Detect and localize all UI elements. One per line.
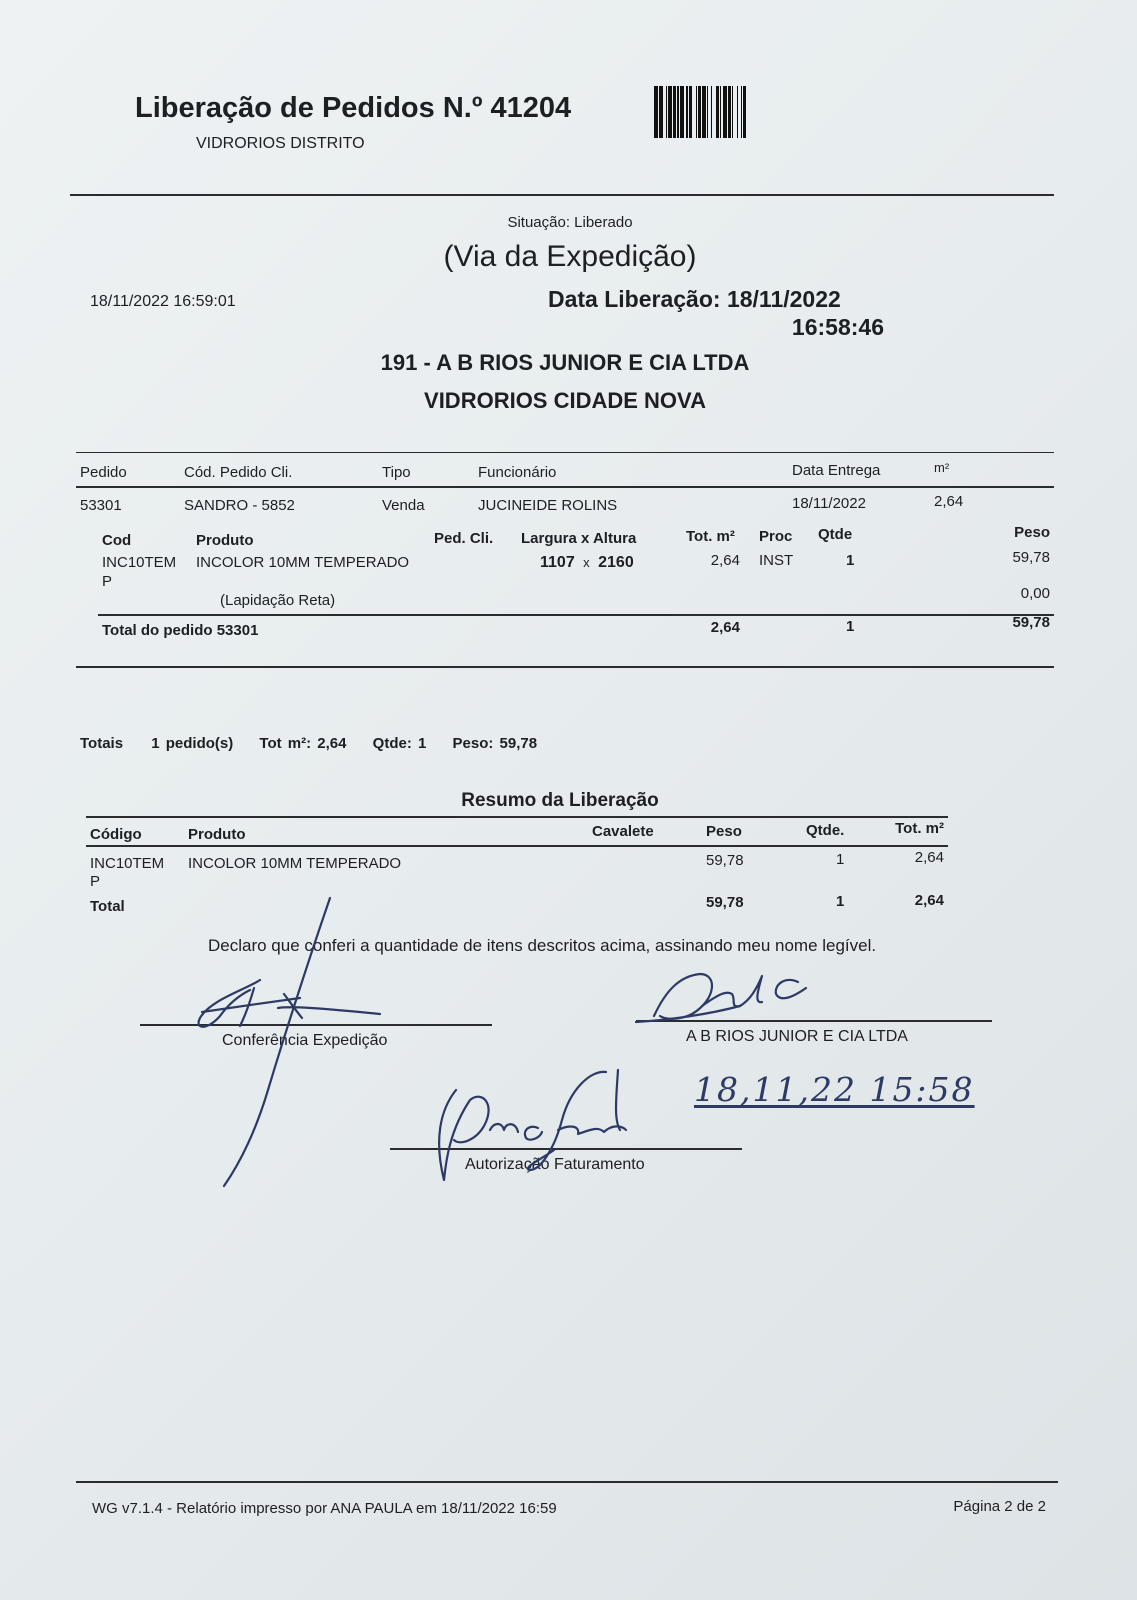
summary-codigo-line1: INC10TEM <box>90 855 165 872</box>
summary-header-divider <box>86 845 948 847</box>
summary-total-peso: 59,78 <box>706 894 744 911</box>
client-name: 191 - A B RIOS JUNIOR E CIA LTDA <box>380 350 750 375</box>
totals-m2: Tot m²: 2,64 <box>259 735 347 752</box>
release-date-label: Data Liberação: <box>548 286 721 312</box>
item-col-tot-m2: Tot. m² <box>686 528 735 545</box>
signature-label-company: A B RIOS JUNIOR E CIA LTDA <box>686 1028 908 1045</box>
item-col-qtde: Qtde <box>818 526 853 543</box>
order-table-bottom-line <box>76 666 1054 668</box>
handwritten-date: 18,11,22 15:58 <box>694 1070 975 1109</box>
signature-label-conferencia: Conferência Expedição <box>222 1032 388 1049</box>
release-date <box>548 286 841 313</box>
totals-label: Totais <box>80 735 124 752</box>
summary-peso: 59,78 <box>706 852 744 869</box>
order-cod-pedido-cli: SANDRO - 5852 <box>184 497 295 514</box>
order-total-m2: 2,64 <box>710 619 740 636</box>
declaration-text: Declaro que conferi a quantidade de itens descritos acima, assinando meu nome legível. <box>208 936 877 955</box>
footer-print-info: WG v7.1.4 - Relatório impresso por ANA PAULA em 18/11/2022 16:59 <box>92 1500 557 1517</box>
order-total-label: Total do pedido 53301 <box>102 622 259 639</box>
release-date-value: 18/11/2022 <box>726 286 841 312</box>
item-largura: 1107 <box>540 554 575 571</box>
summary-total-qtde: 1 <box>836 893 845 910</box>
item-produto: INCOLOR 10MM TEMPERADO <box>196 554 410 571</box>
item-sub-description: (Lapidação Reta) <box>220 592 336 609</box>
signature-conferencia-scribble <box>190 890 390 1190</box>
signature-company-scribble <box>630 960 830 1030</box>
order-total-qtde: 1 <box>846 618 855 635</box>
item-qtde: 1 <box>846 552 855 569</box>
item-tot-m2: 2,64 <box>710 552 740 569</box>
totals-qtde: Qtde: 1 <box>372 735 427 752</box>
item-cod-line1: INC10TEM <box>102 554 177 571</box>
summary-codigo-line2: P <box>90 873 101 890</box>
item-col-ped-cli: Ped. Cli. <box>434 530 494 547</box>
item-dimensions <box>540 554 634 572</box>
document-title: Liberação de Pedidos N.º 41204 <box>135 92 572 124</box>
barcode-bar <box>746 86 750 138</box>
order-tipo: Venda <box>382 497 425 514</box>
item-cod-line2: P <box>102 573 113 590</box>
item-col-peso: Peso <box>1014 524 1050 541</box>
order-header-divider <box>76 486 1054 488</box>
col-cod-pedido-cli: Cód. Pedido Cli. <box>184 464 293 481</box>
print-datetime: 18/11/2022 16:59:01 <box>90 293 236 310</box>
item-x: x <box>583 555 590 570</box>
col-pedido: Pedido <box>80 464 127 481</box>
footer-page-number: Página 2 de 2 <box>953 1498 1046 1515</box>
summary-top-line <box>86 816 948 818</box>
status-label: Situação: Liberado <box>507 214 633 231</box>
issuer-company: VIDRORIOS DISTRITO <box>196 135 365 152</box>
order-total-divider <box>98 614 1054 616</box>
col-data-entrega: Data Entrega <box>792 462 881 479</box>
totals-peso: Peso: 59,78 <box>452 735 538 752</box>
order-total-peso: 59,78 <box>1012 614 1050 631</box>
item-peso: 59,78 <box>1012 549 1050 566</box>
signature-label-autorizacao: Autorização Faturamento <box>465 1156 645 1173</box>
client-branch: VIDRORIOS CIDADE NOVA <box>424 388 706 413</box>
summary-col-codigo: Código <box>90 826 142 843</box>
order-funcionario: JUCINEIDE ROLINS <box>478 497 618 514</box>
summary-total-label: Total <box>90 898 125 915</box>
summary-produto: INCOLOR 10MM TEMPERADO <box>188 855 402 872</box>
signature-autorizacao-scribble <box>430 1060 660 1200</box>
item-col-proc: Proc <box>759 528 793 545</box>
order-table-top-line <box>76 452 1054 453</box>
order-m2: 2,64 <box>934 493 964 510</box>
summary-title: Resumo da Liberação <box>461 790 659 811</box>
summary-col-peso: Peso <box>706 823 742 840</box>
copy-type: (Via da Expedição) <box>443 240 697 273</box>
item-proc: INST <box>759 552 794 569</box>
item-col-produto: Produto <box>196 532 254 549</box>
footer-divider <box>76 1481 1058 1483</box>
col-tipo: Tipo <box>382 464 411 481</box>
order-pedido: 53301 <box>80 497 122 514</box>
summary-col-produto: Produto <box>188 826 246 843</box>
totals-pedidos: 1 pedido(s) <box>151 735 234 752</box>
item-col-largura-altura: Largura x Altura <box>521 530 637 547</box>
summary-qtde: 1 <box>836 851 845 868</box>
barcode <box>654 86 826 138</box>
item-sub-peso: 0,00 <box>1020 585 1050 602</box>
item-altura: 2160 <box>598 554 634 571</box>
col-m2: m² <box>934 460 950 475</box>
order-data-entrega: 18/11/2022 <box>792 495 866 512</box>
summary-col-qtde: Qtde. <box>806 822 845 839</box>
header-divider <box>70 194 1054 196</box>
summary-col-cavalete: Cavalete <box>592 823 654 840</box>
summary-col-tot-m2: Tot. m² <box>895 820 944 837</box>
col-funcionario: Funcionário <box>478 464 557 481</box>
summary-total-tot-m2: 2,64 <box>914 892 944 909</box>
summary-tot-m2: 2,64 <box>914 849 944 866</box>
release-time: 16:58:46 <box>791 314 884 340</box>
totals-line <box>80 735 537 752</box>
item-col-cod: Cod <box>102 532 132 549</box>
